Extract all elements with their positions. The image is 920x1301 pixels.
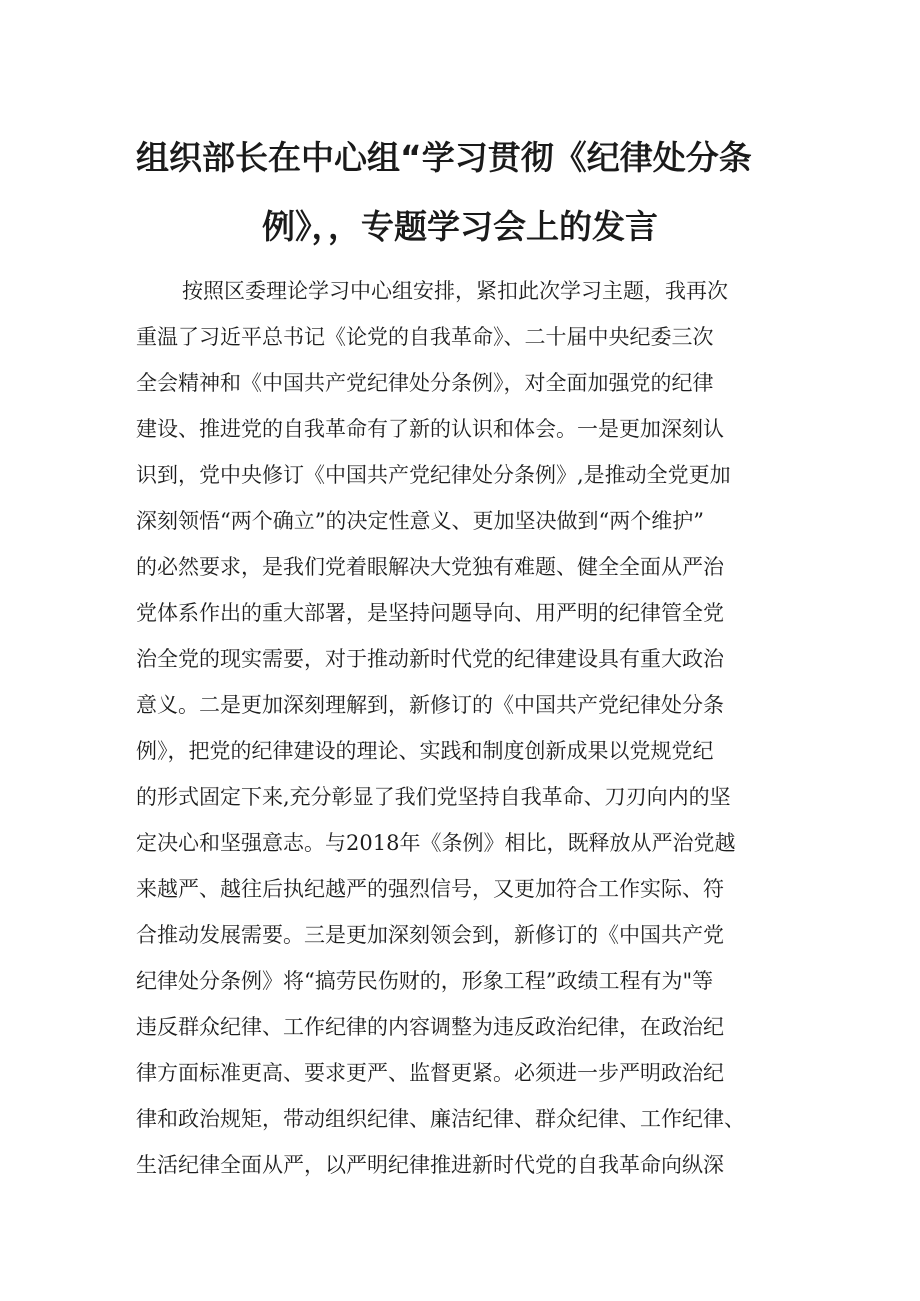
body-line: 识到，党中央修订《中国共产党纪律处分条例》,是推动全党更加 bbox=[136, 463, 731, 487]
body-line: 深刻领悟“两个确立”的决定性意义、更加坚决做到“两个维护” bbox=[136, 509, 704, 533]
body-line: 建设、推进党的自我革命有了新的认识和体会。一是更加深刻认 bbox=[136, 417, 724, 441]
body-line: 律和政治规矩，带动组织纪律、廉洁纪律、群众纪律、工作纪律、 bbox=[136, 1107, 745, 1131]
document-title-line-2: 例》，，专题学习会上的发言 bbox=[262, 207, 658, 246]
body-line: 定决心和坚强意志。与2018年《条例》相比，既释放从严治党越 bbox=[136, 831, 736, 855]
body-line: 的必然要求，是我们党着眼解决大党独有难题、健全全面从严治 bbox=[136, 555, 724, 579]
body-line: 重温了习近平总书记《论党的自我革命》、二十届中央纪委三次 bbox=[136, 325, 714, 349]
document-title-line-1: 组织部长在中心组“学习贯彻《纪律处分条 bbox=[136, 138, 752, 177]
body-line: 的形式固定下来,充分彰显了我们党坚持自我革命、刀刃向内的坚 bbox=[136, 785, 731, 809]
body-line: 纪律处分条例》将“搞劳民伤财的，形象工程”政绩工程有为"等 bbox=[136, 969, 714, 993]
body-line: 全会精神和《中国共产党纪律处分条例》，对全面加强党的纪律 bbox=[136, 371, 714, 395]
body-line: 生活纪律全面从严，以严明纪律推进新时代党的自我革命向纵深 bbox=[136, 1153, 724, 1177]
body-line: 治全党的现实需要，对于推动新时代党的纪律建设具有重大政治 bbox=[136, 647, 724, 671]
body-line: 违反群众纪律、工作纪律的内容调整为违反政治纪律，在政治纪 bbox=[136, 1015, 724, 1039]
body-line: 按照区委理论学习中心组安排，紧扣此次学习主题，我再次 bbox=[182, 279, 728, 303]
body-line: 例》，把党的纪律建设的理论、实践和制度创新成果以党规党纪 bbox=[136, 739, 714, 763]
document-body bbox=[136, 268, 796, 1188]
body-line: 意义。二是更加深刻理解到，新修订的《中国共产党纪律处分条 bbox=[136, 693, 724, 717]
body-line: 来越严、越往后执纪越严的强烈信号，又更加符合工作实际、符 bbox=[136, 877, 724, 901]
body-line: 合推动发展需要。三是更加深刻领会到，新修订的《中国共产党 bbox=[136, 923, 724, 947]
body-line: 律方面标准更高、要求更严、监督更紧。必须进一步严明政治纪 bbox=[136, 1061, 724, 1085]
body-line: 党体系作出的重大部署，是坚持问题导向、用严明的纪律管全党 bbox=[136, 601, 724, 625]
